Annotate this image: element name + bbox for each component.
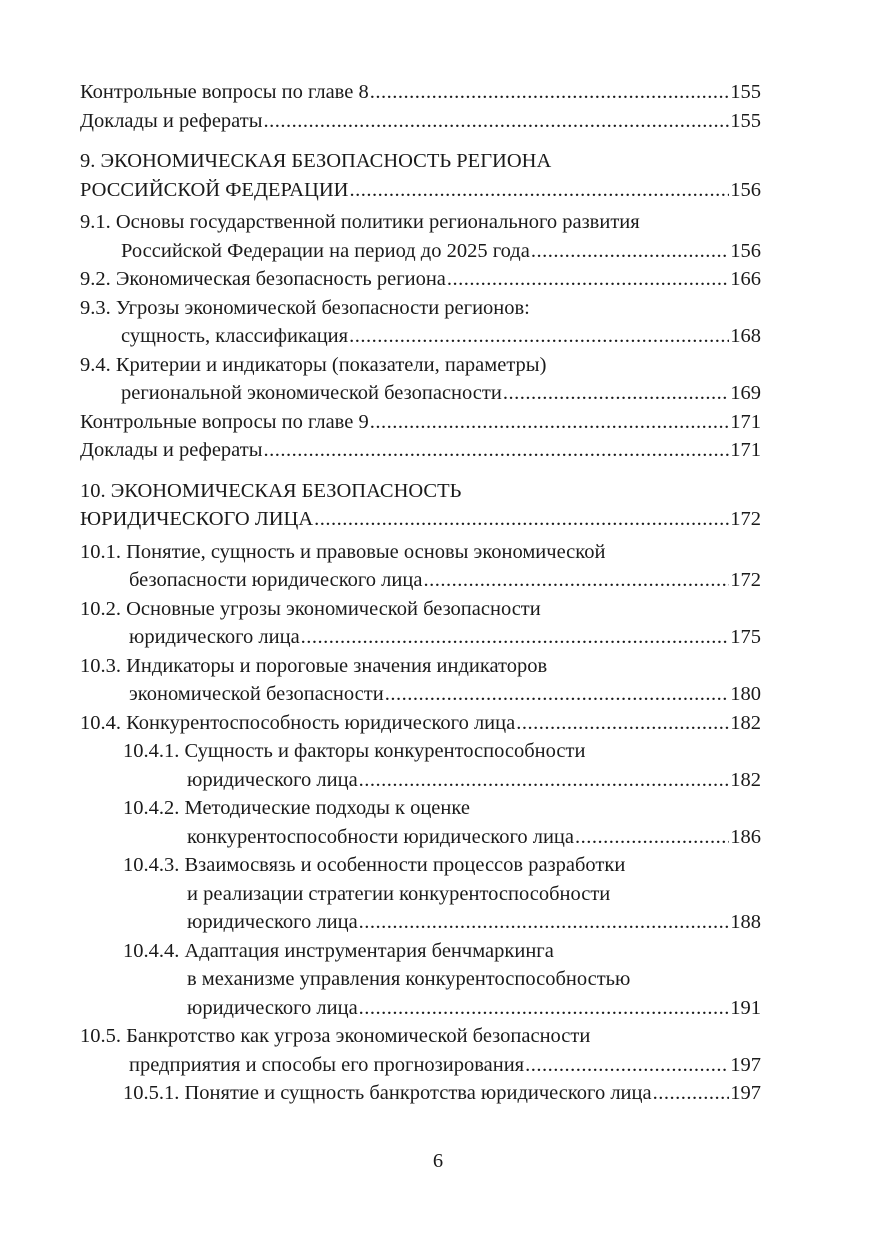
toc-entry-title: 10.5. Банкротство как угроза экономической безопасности — [80, 1025, 591, 1047]
dot-leader — [263, 107, 729, 136]
dot-leader — [447, 265, 729, 294]
toc-entry-title-cont: юридического лица — [187, 911, 358, 933]
toc-entry-reports-9[interactable] — [80, 436, 761, 465]
toc-entry-title: 10.4. Конкурентоспособность юридического лица — [80, 711, 516, 734]
toc-entry-title: Контрольные вопросы по главе 9 — [80, 410, 369, 433]
toc-entry-title: 9.2. Экономическая безопасность региона — [80, 268, 446, 290]
toc-page-number: 188 — [730, 911, 761, 933]
dot-leader — [359, 908, 730, 937]
toc-entry-title-cont: ЮРИДИЧЕСКОГО ЛИЦА — [80, 508, 314, 530]
toc-entry-title: 9.3. Угрозы экономической безопасности регионов: — [80, 296, 530, 319]
dot-leader — [653, 1079, 730, 1108]
toc-entry-10-4-1[interactable] — [80, 737, 761, 794]
dot-leader — [516, 709, 729, 738]
dot-leader — [531, 237, 729, 266]
toc-entry-title-cont: юридического лица — [187, 996, 358, 1019]
toc-entry-9-2[interactable] — [80, 265, 761, 294]
toc-entry-title-cont: РОССИЙСКОЙ ФЕДЕРАЦИИ — [80, 178, 349, 201]
toc-entry-control-questions-9[interactable] — [80, 408, 761, 437]
toc-entry-title: Доклады и рефераты — [80, 439, 263, 461]
toc-page-number: 155 — [730, 81, 761, 103]
toc-entry-10-4[interactable] — [80, 709, 761, 738]
toc-page-number: 156 — [730, 239, 761, 262]
toc-entry-title: 10.1. Понятие, сущность и правовые основы экономической — [80, 540, 606, 563]
toc-entry-reports-8[interactable] — [80, 107, 761, 136]
toc-entry-title: 10.4.2. Методические подходы к оценке — [123, 797, 470, 819]
toc-page-number: 191 — [730, 996, 761, 1019]
dot-leader — [349, 176, 729, 205]
dot-leader — [359, 994, 730, 1023]
toc-entry-title-cont: сущность, классификация — [121, 325, 349, 347]
toc-entry-title-cont: региональной экономической безопасности — [121, 382, 502, 404]
toc-chapter-10[interactable] — [80, 477, 761, 534]
toc-entry-title-cont: юридического лица — [129, 626, 300, 648]
toc-entry-title-cont: юридического лица — [187, 768, 358, 791]
toc-entry-title-cont: безопасности юридического лица — [129, 569, 423, 591]
toc-chapter-9[interactable] — [80, 147, 761, 204]
toc-entry-10-3[interactable] — [80, 652, 761, 709]
toc-entry-title: 10.4.4. Адаптация инструментария бенчмаркинга — [123, 939, 554, 962]
toc-entry-title: 9. ЭКОНОМИЧЕСКАЯ БЕЗОПАСНОСТЬ РЕГИОНА — [80, 150, 552, 172]
toc-page-number: 156 — [730, 178, 761, 201]
toc-entry-10-4-3[interactable] — [80, 851, 761, 937]
toc-entry-title-cont: конкурентоспособности юридического лица — [187, 825, 574, 848]
dot-leader — [503, 379, 729, 408]
toc-page-number: 171 — [730, 439, 761, 461]
dot-leader — [370, 78, 730, 107]
dot-leader — [314, 505, 729, 534]
toc-page-number: 168 — [730, 325, 761, 347]
toc-entry-title: 10.3. Индикаторы и пороговые значения индикаторов — [80, 654, 548, 677]
page-number: 6 — [432, 1150, 444, 1172]
toc-entry-9-1[interactable] — [80, 208, 761, 265]
toc-entry-10-2[interactable] — [80, 595, 761, 652]
toc-page-number: 175 — [730, 626, 761, 648]
dot-leader — [575, 823, 729, 852]
dot-leader — [301, 623, 730, 652]
toc-page-number: 166 — [730, 268, 761, 290]
dot-leader — [370, 408, 730, 437]
toc-page-number: 186 — [730, 825, 761, 848]
dot-leader — [263, 436, 729, 465]
toc-page-number: 197 — [730, 1053, 761, 1076]
toc-entry-title: Контрольные вопросы по главе 8 — [80, 81, 369, 103]
toc-page-number: 180 — [730, 683, 761, 705]
toc-page-number: 172 — [730, 508, 761, 530]
toc-entry-control-questions-8[interactable] — [80, 78, 761, 107]
dot-leader — [359, 766, 730, 795]
dot-leader — [525, 1051, 729, 1080]
dot-leader — [349, 322, 729, 351]
table-of-contents — [80, 78, 761, 1108]
toc-entry-title: 10.4.3. Взаимосвязь и особенности процессов разработки — [123, 854, 626, 876]
toc-entry-title: 10.5.1. Понятие и сущность банкротства юридического лица — [123, 1082, 652, 1104]
toc-entry-title: 10.2. Основные угрозы экономической безопасности — [80, 597, 541, 620]
toc-entry-10-5[interactable] — [80, 1022, 761, 1079]
toc-entry-title-cont: и реализации стратегии конкурентоспособности — [187, 882, 611, 905]
toc-entry-title: 10. ЭКОНОМИЧЕСКАЯ БЕЗОПАСНОСТЬ — [80, 479, 462, 502]
toc-entry-10-4-2[interactable] — [80, 794, 761, 851]
toc-page-number: 182 — [730, 768, 761, 791]
toc-entry-title-cont: в механизме управления конкурентоспособностью — [187, 968, 631, 990]
toc-page-number: 172 — [730, 569, 761, 591]
dot-leader — [385, 680, 730, 709]
toc-entry-title: 9.4. Критерии и индикаторы (показатели, параметры) — [80, 353, 547, 376]
toc-entry-10-4-4[interactable] — [80, 937, 761, 1023]
toc-page-number: 155 — [730, 109, 761, 132]
toc-entry-9-4[interactable] — [80, 351, 761, 408]
toc-page-number: 171 — [730, 410, 761, 433]
toc-entry-10-1[interactable] — [80, 538, 761, 595]
toc-entry-title: 10.4.1. Сущность и факторы конкурентоспособности — [123, 740, 586, 762]
toc-page-number: 197 — [730, 1082, 761, 1104]
dot-leader — [423, 566, 729, 595]
toc-entry-9-3[interactable] — [80, 294, 761, 351]
toc-entry-10-5-1[interactable] — [80, 1079, 761, 1108]
toc-entry-title-cont: экономической безопасности — [129, 683, 384, 705]
toc-entry-title-cont: предприятия и способы его прогнозирования — [129, 1053, 525, 1076]
toc-entry-title: Доклады и рефераты — [80, 109, 263, 132]
toc-page-number: 182 — [730, 711, 761, 734]
toc-entry-title: 9.1. Основы государственной политики регионального развития — [80, 211, 640, 233]
toc-entry-title-cont: Российской Федерации на период до 2025 года — [121, 239, 530, 262]
toc-page-number: 169 — [730, 382, 761, 404]
